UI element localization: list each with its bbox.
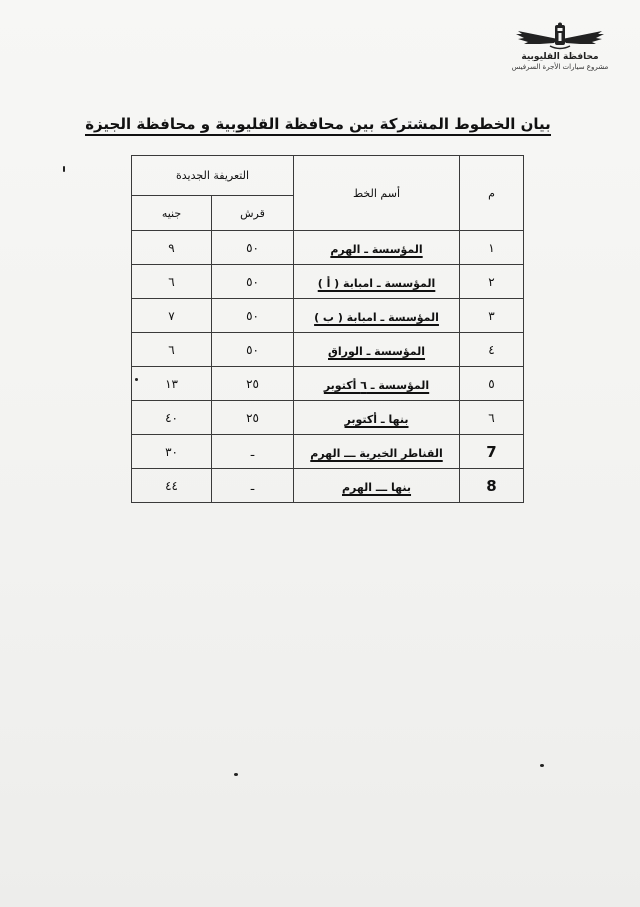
row-qirsh: ـ: [212, 435, 294, 469]
row-number: ٦: [460, 401, 524, 435]
row-number: ٣: [460, 299, 524, 333]
row-qirsh: ٥٠: [212, 265, 294, 299]
row-pound: ٦: [132, 333, 212, 367]
row-qirsh: ٢٥: [212, 401, 294, 435]
row-pound: ٤٤: [132, 469, 212, 503]
line-name-text: المؤسسة ـ امبابة ( أ ): [317, 277, 436, 290]
row-number: 7: [460, 435, 524, 469]
line-name-text: بنها ـ أكتوبر: [344, 413, 409, 426]
line-name-text: المؤسسة ـ الوراق: [328, 345, 426, 358]
line-name-text: المؤسسة ـ امبابة ( ب ): [314, 311, 439, 324]
table-row: [132, 333, 524, 367]
header-pound: جنيه: [132, 196, 212, 231]
row-pound: ٤٠: [132, 401, 212, 435]
document-title: بيان الخطوط المشتركة بين محافظة القليوبية و محافظة الجيزة: [85, 115, 551, 136]
row-number: ٤: [460, 333, 524, 367]
line-name-text: القناطر الخيرية ـــ الهرم: [310, 447, 443, 460]
line-name-text: المؤسسة ـ الهرم: [330, 243, 423, 256]
table-row: [132, 367, 524, 401]
document-title-wrapper: [0, 114, 640, 136]
row-line-name: [294, 333, 460, 367]
row-pound: ٦: [132, 265, 212, 299]
row-pound: ٣٠: [132, 435, 212, 469]
row-qirsh: ٥٠: [212, 231, 294, 265]
row-qirsh: ـ: [212, 469, 294, 503]
row-qirsh: ٥٠: [212, 299, 294, 333]
row-line-name: [294, 299, 460, 333]
scan-speck: [63, 166, 65, 172]
header-new-fare: التعريفة الجديدة: [132, 156, 294, 196]
project-name: مشروع سيارات الأجرة السرفيس: [511, 63, 609, 71]
row-pound: ٧: [132, 299, 212, 333]
row-pound: ١٣: [132, 367, 212, 401]
table-header-row: [132, 156, 524, 196]
table-row: [132, 265, 524, 299]
row-line-name: [294, 265, 460, 299]
row-number: ٥: [460, 367, 524, 401]
row-number: ٢: [460, 265, 524, 299]
org-name: محافظة القليوبية: [521, 52, 599, 62]
scan-speck: [540, 764, 544, 767]
wings-emblem-icon: [514, 22, 606, 52]
row-number: ١: [460, 231, 524, 265]
row-number: 8: [460, 469, 524, 503]
header-qirsh: قرش: [212, 196, 294, 231]
scan-speck: [135, 378, 138, 381]
row-qirsh: ٢٥: [212, 367, 294, 401]
row-line-name: [294, 401, 460, 435]
scan-speck: [234, 773, 238, 776]
header-number: م: [460, 156, 524, 231]
table-row: [132, 469, 524, 503]
table-row: [132, 435, 524, 469]
row-line-name: [294, 367, 460, 401]
table-row: [132, 401, 524, 435]
table-row: [132, 299, 524, 333]
row-line-name: [294, 231, 460, 265]
header-line-name: أسم الخط: [294, 156, 460, 231]
row-line-name: [294, 435, 460, 469]
line-name-text: بنها ـــ الهرم: [342, 481, 412, 494]
governorate-logo: [510, 22, 610, 72]
row-pound: ٩: [132, 231, 212, 265]
row-line-name: [294, 469, 460, 503]
row-qirsh: ٥٠: [212, 333, 294, 367]
table-row: [132, 231, 524, 265]
shared-lines-table: [131, 155, 524, 503]
line-name-text: المؤسسة ـ ٦ أكتوبر: [323, 379, 430, 392]
